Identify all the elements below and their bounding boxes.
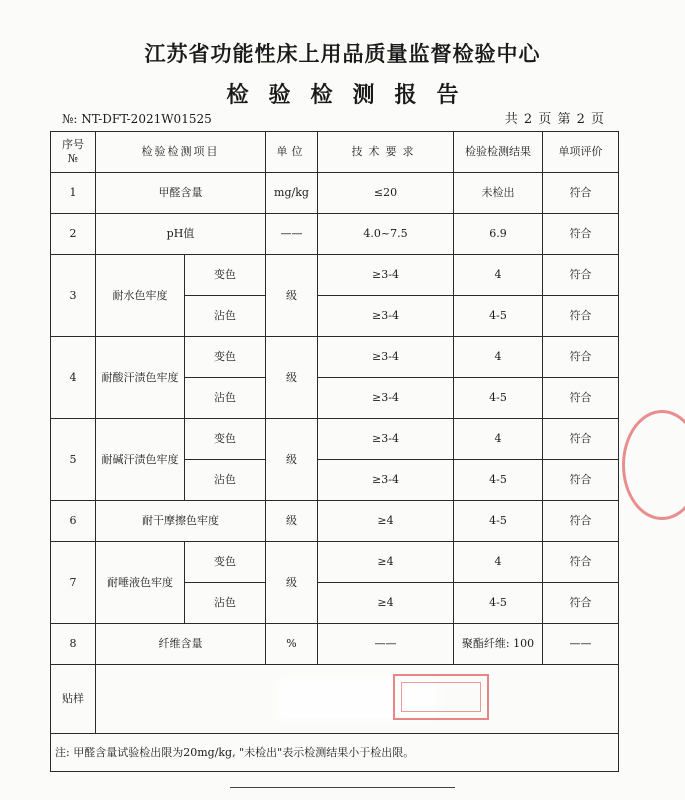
row-seq: 1	[51, 173, 96, 214]
row-item: 耐干摩擦色牢度	[96, 501, 266, 542]
header-evaluation: 单项评价	[543, 132, 619, 173]
row-requirement: ≥4	[318, 501, 454, 542]
sample-swatch-area	[96, 665, 619, 734]
footer-divider	[230, 787, 455, 788]
row-requirement: ≤20	[318, 173, 454, 214]
row-result: 4	[454, 337, 543, 378]
row-requirement: ≥3-4	[318, 337, 454, 378]
row-evaluation: 符合	[543, 173, 619, 214]
page-indicator: 共 2 页 第 2 页	[504, 112, 605, 127]
red-seal-stamp	[622, 410, 685, 520]
row-item: 纤维含量	[96, 624, 266, 665]
row-result: 4	[454, 255, 543, 296]
table-row	[51, 255, 619, 296]
table-row	[51, 337, 619, 378]
table-row	[51, 501, 619, 542]
row-result: 4-5	[454, 296, 543, 337]
row-result: 6.9	[454, 214, 543, 255]
header-unit: 单位	[266, 132, 318, 173]
row-evaluation: 符合	[543, 460, 619, 501]
sample-stamp-inner	[401, 682, 481, 712]
footnote: 注: 甲醛含量试验检出限为20mg/kg, "未检出"表示检测结果小于检出限。	[51, 734, 619, 772]
row-requirement: ≥3-4	[318, 460, 454, 501]
row-subitem: 沾色	[185, 378, 266, 419]
row-unit: 级	[266, 419, 318, 501]
row-result: 4	[454, 419, 543, 460]
row-requirement: ——	[318, 624, 454, 665]
sample-row	[51, 665, 619, 734]
header-seq-no: №	[67, 152, 79, 165]
row-subitem: 变色	[185, 419, 266, 460]
row-item: 耐唾液色牢度	[96, 542, 185, 624]
row-evaluation: 符合	[543, 214, 619, 255]
sample-label: 贴样	[51, 665, 96, 734]
row-unit: 级	[266, 337, 318, 419]
row-evaluation: 符合	[543, 255, 619, 296]
header-seq-label: 序号	[62, 138, 84, 151]
row-result: 4-5	[454, 583, 543, 624]
row-unit: mg/kg	[266, 173, 318, 214]
report-table	[50, 131, 619, 772]
table-row	[51, 419, 619, 460]
row-subitem: 沾色	[185, 296, 266, 337]
row-seq: 4	[51, 337, 96, 419]
header-requirement: 技术要求	[318, 132, 454, 173]
row-item: 耐水色牢度	[96, 255, 185, 337]
row-requirement: ≥3-4	[318, 419, 454, 460]
report-title: 检验检测报告	[226, 82, 479, 108]
header-result: 检验检测结果	[454, 132, 543, 173]
row-evaluation: 符合	[543, 337, 619, 378]
header-seq	[51, 132, 96, 173]
row-unit: ——	[266, 214, 318, 255]
row-unit: 级	[266, 501, 318, 542]
sample-stamp	[393, 674, 489, 720]
row-result: 聚酯纤维: 100	[454, 624, 543, 665]
row-subitem: 沾色	[185, 460, 266, 501]
row-item: pH值	[96, 214, 266, 255]
table-row	[51, 214, 619, 255]
row-result: 4	[454, 542, 543, 583]
note-row	[51, 734, 619, 772]
row-seq: 3	[51, 255, 96, 337]
row-unit: 级	[266, 542, 318, 624]
row-evaluation: ——	[543, 624, 619, 665]
row-requirement: ≥4	[318, 542, 454, 583]
row-requirement: 4.0~7.5	[318, 214, 454, 255]
header-item: 检验检测项目	[96, 132, 266, 173]
row-requirement: ≥4	[318, 583, 454, 624]
row-item: 耐酸汗渍色牢度	[96, 337, 185, 419]
row-item: 甲醛含量	[96, 173, 266, 214]
row-unit: 级	[266, 255, 318, 337]
table-row	[51, 173, 619, 214]
table-row	[51, 624, 619, 665]
row-result: 4-5	[454, 378, 543, 419]
row-result: 4-5	[454, 501, 543, 542]
table-header-row	[51, 132, 619, 173]
org-title: 江苏省功能性床上用品质量监督检验中心	[144, 41, 541, 66]
row-unit: %	[266, 624, 318, 665]
row-item: 耐碱汗渍色牢度	[96, 419, 185, 501]
row-evaluation: 符合	[543, 501, 619, 542]
document-number: №: NT-DFT-2021W01525	[62, 112, 212, 126]
row-evaluation: 符合	[543, 378, 619, 419]
row-requirement: ≥3-4	[318, 255, 454, 296]
row-seq: 2	[51, 214, 96, 255]
row-requirement: ≥3-4	[318, 296, 454, 337]
row-evaluation: 符合	[543, 542, 619, 583]
row-seq: 6	[51, 501, 96, 542]
row-subitem: 变色	[185, 255, 266, 296]
row-seq: 8	[51, 624, 96, 665]
row-requirement: ≥3-4	[318, 378, 454, 419]
row-result: 4-5	[454, 460, 543, 501]
row-seq: 5	[51, 419, 96, 501]
row-subitem: 变色	[185, 542, 266, 583]
row-subitem: 沾色	[185, 583, 266, 624]
row-evaluation: 符合	[543, 583, 619, 624]
table-row	[51, 542, 619, 583]
row-result: 未检出	[454, 173, 543, 214]
row-evaluation: 符合	[543, 419, 619, 460]
row-seq: 7	[51, 542, 96, 624]
row-subitem: 变色	[185, 337, 266, 378]
row-evaluation: 符合	[543, 296, 619, 337]
